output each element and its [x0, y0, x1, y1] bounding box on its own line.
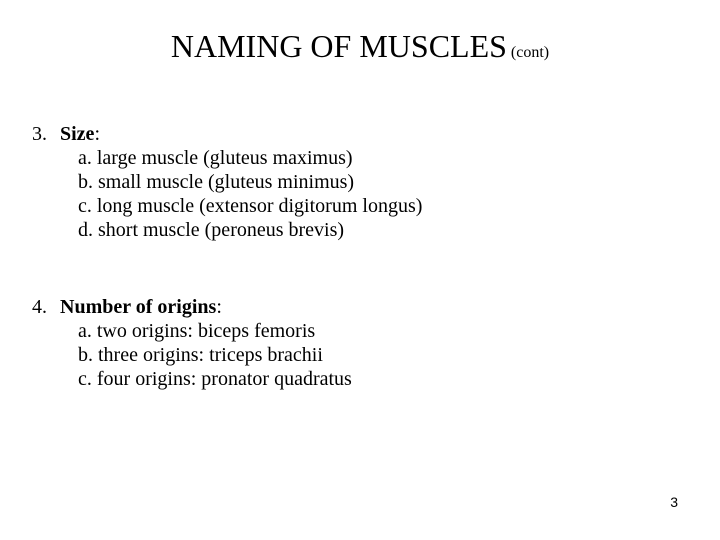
section-items: [32, 146, 422, 242]
section-number: 3.: [32, 123, 47, 145]
list-item: a. large muscle (gluteus maximus): [78, 147, 353, 169]
list-item: a. two origins: biceps femoris: [78, 320, 316, 342]
title-main: NAMING OF MUSCLES: [170, 28, 507, 64]
title-suffix: (cont): [510, 44, 550, 61]
list-item: d. short muscle (peroneus brevis): [78, 219, 345, 241]
list-item: b. three origins: triceps brachii: [78, 344, 323, 366]
list-item: c. four origins: pronator quadratus: [78, 368, 352, 390]
section-items: [32, 319, 352, 391]
list-item: c. long muscle (extensor digitorum longus): [78, 195, 423, 217]
section-heading: [32, 295, 352, 319]
section-heading-colon: :: [94, 123, 100, 145]
section-number-of-origins: [32, 295, 352, 391]
section-size: [32, 122, 422, 242]
section-heading-text: Number of origins: [60, 296, 217, 318]
page-number: 3: [670, 494, 678, 510]
section-heading: [32, 122, 422, 146]
section-heading-text: Size: [60, 123, 95, 145]
section-heading-colon: :: [216, 296, 222, 318]
slide-title: [0, 26, 720, 73]
section-number: 4.: [32, 296, 47, 318]
list-item: b. small muscle (gluteus minimus): [78, 171, 355, 193]
